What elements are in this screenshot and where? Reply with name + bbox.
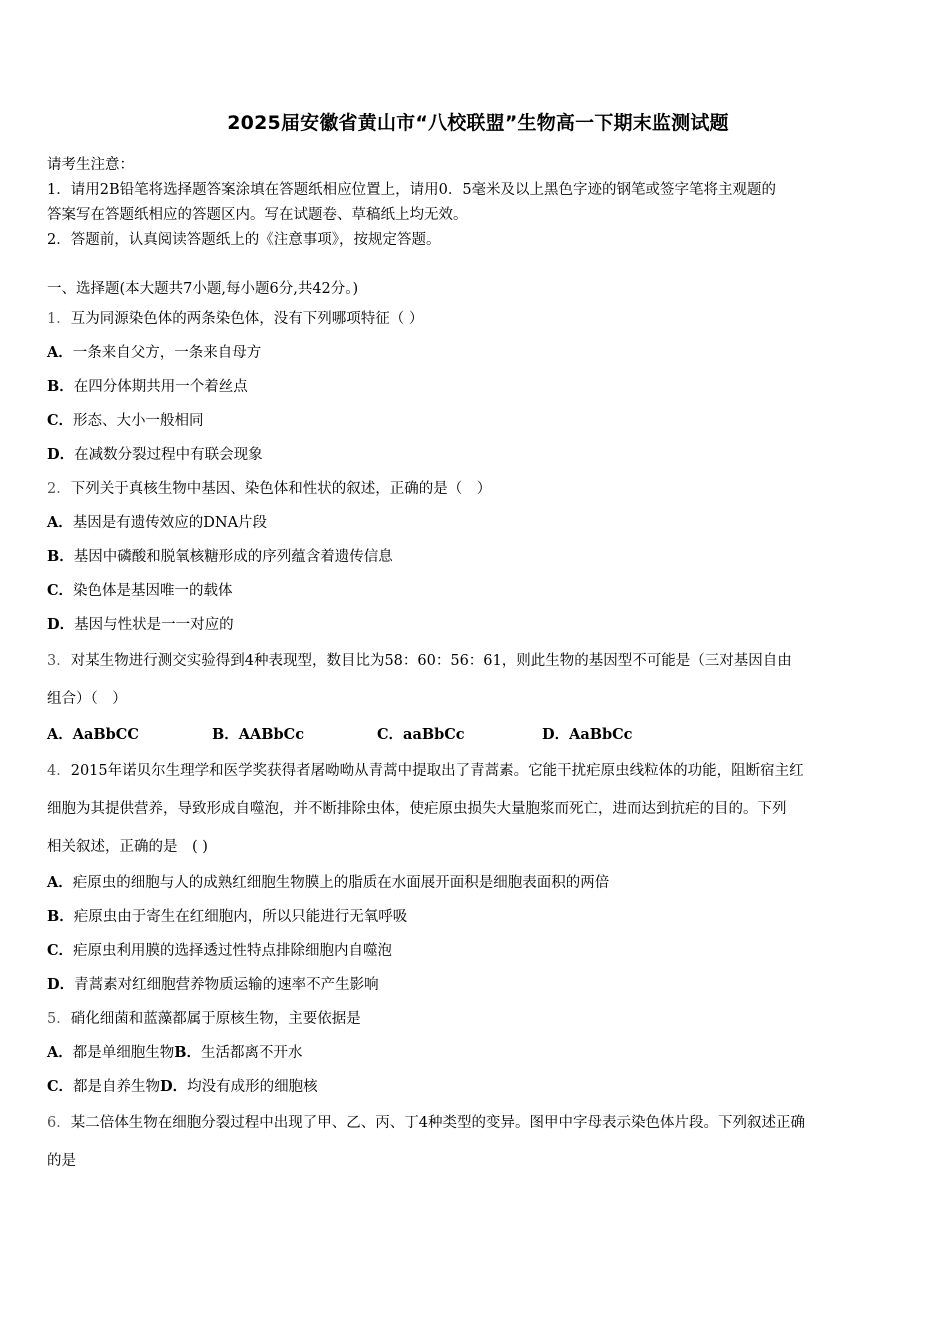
option-label: A． xyxy=(47,726,73,743)
option-label: C． xyxy=(47,942,74,959)
option-row xyxy=(47,718,909,752)
option xyxy=(47,574,909,608)
question-stem: 2015年诺贝尔生理学和医学奖获得者屠呦呦从青蒿中提取出了青蒿素。它能干扰疟原虫线粒体的功能，阻断宿主红 xyxy=(70,763,804,779)
notice-block xyxy=(47,153,909,253)
option-label: D． xyxy=(47,976,75,993)
option-label: C． xyxy=(47,412,74,429)
option-label: D． xyxy=(47,616,75,633)
option-label: D． xyxy=(160,1078,188,1095)
option-text: 疟原虫由于寄生在红细胞内，所以只能进行无氧呼吸 xyxy=(73,909,408,925)
question-number: 6． xyxy=(47,1115,71,1131)
question-stem: 细胞为其提供营养，导致形成自噬泡，并不断排除虫体，使疟原虫损失大量胞浆而死亡，进而达到抗疟的目的。下列 xyxy=(47,801,787,817)
option-text: 形态、大小一般相同 xyxy=(73,413,204,429)
option-label: C． xyxy=(47,1078,74,1095)
option-text: 均没有成形的细胞核 xyxy=(187,1079,318,1095)
question-number: 5． xyxy=(47,1011,71,1027)
option-text: 青蒿素对红细胞营养物质运输的速率不产生影响 xyxy=(74,977,379,993)
option-text: 疟原虫的细胞与人的成熟红细胞生物膜上的脂质在水面展开面积是细胞表面积的两倍 xyxy=(72,875,610,891)
option xyxy=(47,934,909,968)
option xyxy=(47,506,909,540)
option xyxy=(212,718,377,752)
option-text: 染色体是基因唯一的载体 xyxy=(73,583,233,599)
question-stem: 组合）（ ） xyxy=(47,691,127,707)
option xyxy=(47,968,909,1002)
option-text: 疟原虫利用膜的选择透过性特点排除细胞内自噬泡 xyxy=(73,943,393,959)
option-text: aaBbCc xyxy=(403,726,465,743)
notice-line: 1．请用2B铅笔将选择题答案涂填在答题纸相应位置上，请用0．5毫米及以上黑色字迹的钢笔或签字笔将主观题的 xyxy=(47,182,777,198)
option-text: 在四分体期共用一个着丝点 xyxy=(73,379,248,395)
option xyxy=(47,438,909,472)
option-label: A． xyxy=(47,514,73,531)
question-number: 4． xyxy=(47,763,71,779)
option-text: 基因是有遗传效应的DNA片段 xyxy=(72,515,268,531)
option-text: AaBbCc xyxy=(569,726,633,743)
question-number: 3． xyxy=(47,653,71,669)
option xyxy=(47,866,909,900)
question-stem: 相关叙述，正确的是 ( ) xyxy=(47,839,208,855)
option-label: C． xyxy=(377,726,404,743)
question-1 xyxy=(47,302,909,336)
option-text: AABbCc xyxy=(238,726,305,743)
option xyxy=(542,718,707,752)
option-text: 基因中磷酸和脱氧核糖形成的序列蕴含着遗传信息 xyxy=(73,549,393,565)
option xyxy=(47,718,212,752)
question-stem: 对某生物进行测交实验得到4种表现型，数目比为58：60：56：61，则此生物的基因型不可能是（三对基因自由 xyxy=(70,653,792,669)
question-stem: 互为同源染色体的两条染色体，没有下列哪项特征（ ） xyxy=(70,311,424,327)
option-label: B． xyxy=(47,548,74,565)
option-text: AaBbCC xyxy=(72,726,139,743)
notice-line: 2．答题前，认真阅读答题纸上的《注意事项》，按规定答题。 xyxy=(47,232,441,248)
question-stem: 某二倍体生物在细胞分裂过程中出现了甲、乙、丙、丁4种类型的变异。图甲中字母表示染色体片段。下列叙述正确 xyxy=(70,1115,805,1131)
option-text: 在减数分裂过程中有联会现象 xyxy=(74,447,263,463)
question-number: 2． xyxy=(47,481,71,497)
option-line xyxy=(47,1070,909,1104)
notice-heading: 请考生注意： xyxy=(47,157,134,173)
option xyxy=(377,718,542,752)
question-2 xyxy=(47,472,909,506)
option xyxy=(47,608,909,642)
option xyxy=(47,336,909,370)
option-text: 都是自养生物 xyxy=(73,1079,161,1095)
option xyxy=(47,900,909,934)
option xyxy=(47,370,909,404)
option-label: B． xyxy=(212,726,239,743)
option-text: 生活都离不开水 xyxy=(201,1045,303,1061)
exam-page xyxy=(47,108,909,1180)
question-stem: 的是 xyxy=(47,1153,76,1169)
question-5 xyxy=(47,1002,909,1036)
question-6 xyxy=(47,1104,909,1180)
question-stem: 硝化细菌和蓝藻都属于原核生物，主要依据是 xyxy=(70,1011,361,1027)
question-3 xyxy=(47,642,909,718)
option xyxy=(47,404,909,438)
option-label: D． xyxy=(542,726,570,743)
option-label: D． xyxy=(47,446,75,463)
option-label: C． xyxy=(47,582,74,599)
option-text: 基因与性状是一一对应的 xyxy=(74,617,234,633)
question-stem: 下列关于真核生物中基因、染色体和性状的叙述，正确的是（ ） xyxy=(70,481,492,497)
option-label: B． xyxy=(174,1044,202,1061)
question-number: 1． xyxy=(47,311,71,327)
section-heading: 一、选择题(本大题共7小题,每小题6分,共42分。) xyxy=(47,281,359,297)
option-label: B． xyxy=(47,378,74,395)
option-label: A． xyxy=(47,344,73,361)
notice-line: 答案写在答题纸相应的答题区内。写在试题卷、草稿纸上均无效。 xyxy=(47,207,468,223)
option-label: A． xyxy=(47,1044,73,1061)
question-4 xyxy=(47,752,909,866)
option xyxy=(47,540,909,574)
option-label: A． xyxy=(47,874,73,891)
option-label: B． xyxy=(47,908,74,925)
option-line xyxy=(47,1036,909,1070)
option-text: 都是单细胞生物 xyxy=(72,1045,175,1061)
page-title: 2025届安徽省黄山市“八校联盟”生物高一下期末监测试题 xyxy=(227,112,729,134)
option-text: 一条来自父方，一条来自母方 xyxy=(72,345,262,361)
